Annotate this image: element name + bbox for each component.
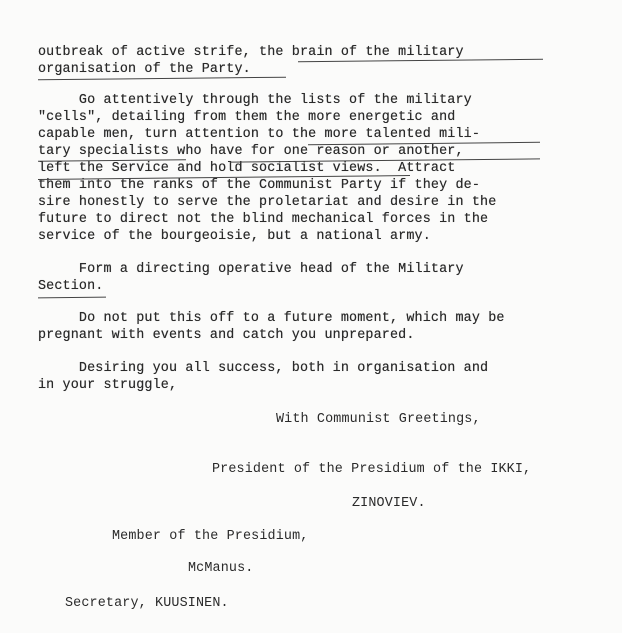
secretary: Secretary, KUUSINEN. [65,596,229,611]
greeting: With Communist Greetings, [276,412,481,427]
member-title: Member of the Presidium, [112,529,309,544]
text-line: left the Service and hold socialist views. Attract [38,161,456,176]
text-line: outbreak of active strife, the brain of the military [38,45,464,60]
text-line: service of the bourgeoisie, but a national army. [38,229,431,244]
text-line: tary specialists who have for one reason or another, [38,144,464,159]
president-title: President of the Presidium of the IKKI, [212,462,532,477]
text-line: future to direct not the blind mechanical forces in the [38,212,489,227]
text-line: Form a directing operative head of the Military [38,262,464,277]
text-line: capable men, turn attention to the more talented mili- [38,127,481,142]
text-line: them into the ranks of the Communist Party if they de- [38,178,481,193]
text-line: Go attentively through the lists of the military [38,93,472,108]
underline-mark [38,297,106,299]
text-line: organisation of the Party. [38,62,251,77]
text-line: Do not put this off to a future moment, which may be [38,311,505,326]
member-name: McManus. [188,561,254,576]
text-line: Section. [38,279,104,294]
text-line: in your struggle, [38,378,178,393]
text-line: "cells", detailing from them the more energetic and [38,110,456,125]
text-line: Desiring you all success, both in organisation and [38,361,489,376]
text-line: sire honestly to serve the proletariat and desire in the [38,195,497,210]
president-name: ZINOVIEV. [352,496,426,511]
text-line: pregnant with events and catch you unprepared. [38,328,415,343]
